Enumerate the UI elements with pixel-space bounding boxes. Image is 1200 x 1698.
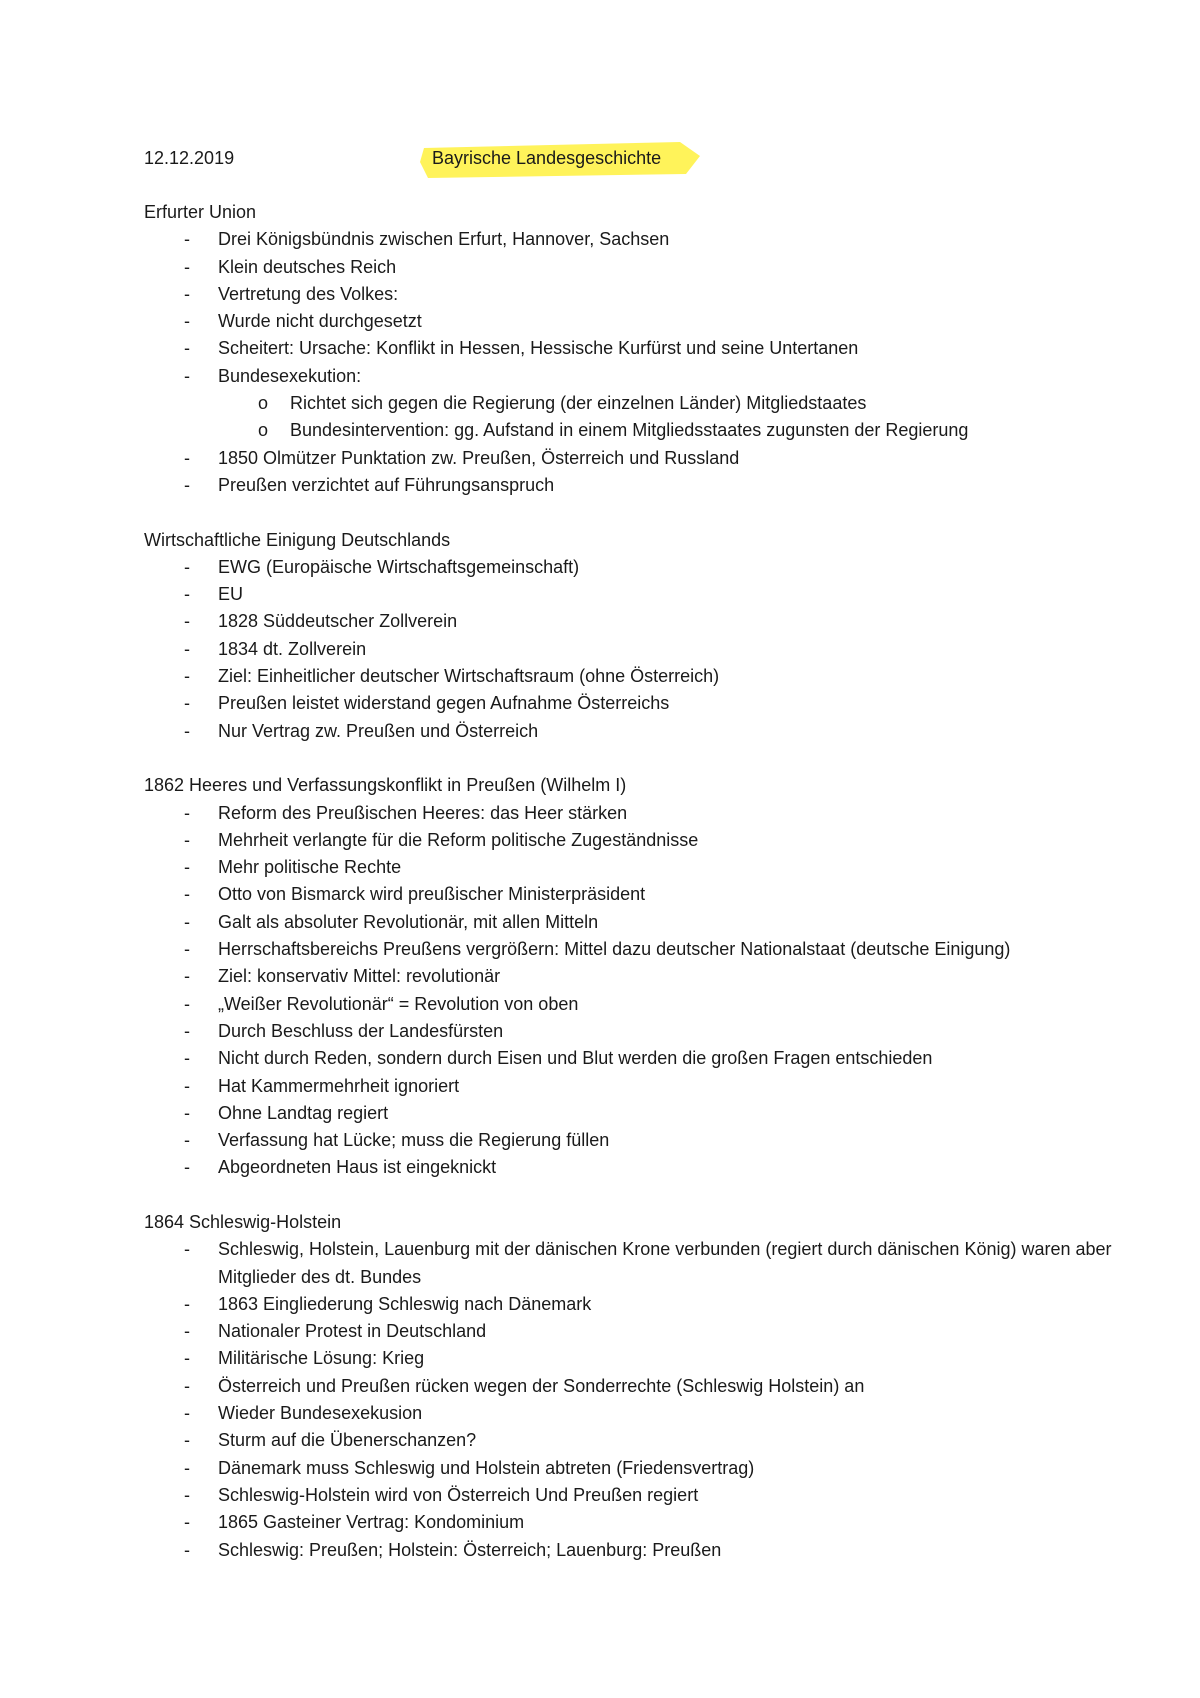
- list-item-text: Schleswig, Holstein, Lauenburg mit der dänischen Krone verbunden (regiert durch dänischen König) waren aber Mitglieder des dt. Bundes: [218, 1239, 1112, 1287]
- list-item-text: Galt als absoluter Revolutionär, mit allen Mitteln: [218, 911, 599, 932]
- list-item-text: „Weißer Revolutionär“ = Revolution von oben: [218, 993, 579, 1014]
- list-item: [144, 1236, 1144, 1291]
- list-item-text: 1863 Eingliederung Schleswig nach Dänemark: [218, 1293, 592, 1314]
- section-heading: Erfurter Union: [144, 202, 257, 222]
- dash-bullet: -: [184, 447, 190, 468]
- dash-bullet: -: [184, 611, 190, 632]
- sub-list-item-text: Richtet sich gegen die Regierung (der einzelnen Länder) Mitgliedstaates: [290, 393, 867, 414]
- list-item: [144, 1537, 1144, 1564]
- dash-bullet: -: [184, 1157, 190, 1178]
- paragraph-gap: [144, 1182, 1144, 1209]
- list-item: [144, 854, 1144, 881]
- circle-bullet: o: [258, 420, 269, 441]
- dash-bullet: -: [184, 1375, 190, 1396]
- list-item-text: Dänemark muss Schleswig und Holstein abtreten (Friedensvertrag): [218, 1457, 755, 1478]
- list-item: [144, 1373, 1144, 1400]
- paragraph-gap: [144, 745, 1144, 772]
- list-item: [144, 581, 1144, 608]
- list-item-text: Schleswig-Holstein wird von Österreich Und Preußen regiert: [218, 1484, 699, 1505]
- dash-bullet: -: [184, 1539, 190, 1560]
- dash-bullet: -: [184, 1512, 190, 1533]
- list-item: [144, 909, 1144, 936]
- list-item-text: Sturm auf die Übenerschanzen?: [218, 1430, 477, 1451]
- sub-list-item: [144, 417, 1144, 444]
- list-item-text: Mehr politische Rechte: [218, 857, 402, 878]
- dash-bullet: -: [184, 1457, 190, 1478]
- dash-bullet: -: [184, 1348, 190, 1369]
- list-item-text: Nationaler Protest in Deutschland: [218, 1321, 487, 1342]
- section-heading: Wirtschaftliche Einigung Deutschlands: [144, 529, 451, 550]
- list-item-text: Vertretung des Volkes:: [218, 283, 399, 304]
- list-item: [144, 1291, 1144, 1318]
- list-item-text: Preußen leistet widerstand gegen Aufnahme Österreichs: [218, 693, 670, 714]
- list-item-text: Durch Beschluss der Landesfürsten: [218, 1020, 504, 1041]
- notes-content: [144, 199, 1144, 1564]
- document-title: Bayrische Landesgeschichte: [432, 148, 662, 168]
- list-item-text: 1834 dt. Zollverein: [218, 638, 367, 659]
- list-item: [144, 1482, 1144, 1509]
- list-item: [144, 1100, 1144, 1127]
- list-item-text: Wurde nicht durchgesetzt: [218, 311, 422, 332]
- dash-bullet: -: [184, 1403, 190, 1424]
- list-item: [144, 690, 1144, 717]
- list-item-text: Hat Kammermehrheit ignoriert: [218, 1075, 460, 1096]
- list-item: [144, 254, 1144, 281]
- dash-bullet: -: [184, 1321, 190, 1342]
- list-item: [144, 472, 1144, 499]
- dash-bullet: -: [184, 1102, 190, 1123]
- paragraph-gap: [144, 499, 1144, 526]
- list-item-text: Preußen verzichtet auf Führungsanspruch: [218, 474, 555, 495]
- section-wirtschaftliche-einigung: [144, 527, 1144, 745]
- list-item: [144, 281, 1144, 308]
- dash-bullet: -: [184, 911, 190, 932]
- list-item: [144, 636, 1144, 663]
- list-item: [144, 363, 1144, 390]
- list-item: [144, 1045, 1144, 1072]
- dash-bullet: -: [184, 283, 190, 304]
- section-heereskonflikt: [144, 772, 1144, 1181]
- list-item-text: Herrschaftsbereichs Preußens vergrößern: Mittel dazu deutscher Nationalstaat (deutsche Einigung): [218, 939, 1011, 960]
- section-erfurter-union: [144, 199, 1144, 499]
- list-item: [144, 1073, 1144, 1100]
- list-item-text: Ziel: Einheitlicher deutscher Wirtschaftsraum (ohne Österreich): [218, 666, 720, 687]
- dash-bullet: -: [184, 1239, 190, 1260]
- list-item: [144, 226, 1144, 253]
- list-item-text: Klein deutsches Reich: [218, 256, 397, 277]
- document-date: 12.12.2019: [144, 148, 235, 168]
- list-item-text: Nur Vertrag zw. Preußen und Österreich: [218, 720, 539, 741]
- list-item-text: Reform des Preußischen Heeres: das Heer stärken: [218, 802, 628, 823]
- dash-bullet: -: [184, 556, 190, 577]
- dash-bullet: -: [184, 1048, 190, 1069]
- list-item-text: EU: [218, 584, 244, 605]
- dash-bullet: -: [184, 1430, 190, 1451]
- dash-bullet: -: [184, 1130, 190, 1151]
- dash-bullet: -: [184, 993, 190, 1014]
- list-item: [144, 663, 1144, 690]
- dash-bullet: -: [184, 338, 190, 359]
- dash-bullet: -: [184, 966, 190, 987]
- list-item-text: Ziel: konservativ Mittel: revolutionär: [218, 966, 501, 987]
- dash-bullet: -: [184, 638, 190, 659]
- dash-bullet: -: [184, 666, 190, 687]
- dash-bullet: -: [184, 1020, 190, 1041]
- dash-bullet: -: [184, 857, 190, 878]
- circle-bullet: o: [258, 393, 269, 414]
- dash-bullet: -: [184, 365, 190, 386]
- list-item-text: Scheitert: Ursache: Konflikt in Hessen, Hessische Kurfürst und seine Untertanen: [218, 338, 859, 359]
- dash-bullet: -: [184, 474, 190, 495]
- section-heading: 1864 Schleswig-Holstein: [144, 1211, 342, 1232]
- dash-bullet: -: [184, 229, 190, 250]
- list-item: [144, 1018, 1144, 1045]
- dash-bullet: -: [184, 802, 190, 823]
- list-item-text: Österreich und Preußen rücken wegen der Sonderrechte (Schleswig Holstein) an: [218, 1375, 865, 1396]
- dash-bullet: -: [184, 884, 190, 905]
- list-item: [144, 991, 1144, 1018]
- dash-bullet: -: [184, 311, 190, 332]
- list-item: [144, 827, 1144, 854]
- list-item: [144, 1345, 1144, 1372]
- list-item-text: Verfassung hat Lücke; muss die Regierung füllen: [218, 1130, 610, 1151]
- dash-bullet: -: [184, 939, 190, 960]
- dash-bullet: -: [184, 256, 190, 277]
- dash-bullet: -: [184, 693, 190, 714]
- list-item: [144, 1455, 1144, 1482]
- list-item-text: Schleswig: Preußen; Holstein: Österreich; Lauenburg: Preußen: [218, 1539, 722, 1560]
- list-item-text: Drei Königsbündnis zwischen Erfurt, Hannover, Sachsen: [218, 229, 670, 250]
- list-item: [144, 881, 1144, 908]
- list-item: [144, 1427, 1144, 1454]
- list-item-text: Otto von Bismarck wird preußischer Ministerpräsident: [218, 884, 646, 905]
- list-item: [144, 308, 1144, 335]
- sub-list-item-text: Bundesintervention: gg. Aufstand in einem Mitgliedsstaates zugunsten der Regierung: [290, 420, 969, 441]
- list-item: [144, 718, 1144, 745]
- list-item: [144, 1400, 1144, 1427]
- section-heading: 1862 Heeres und Verfassungskonflikt in Preußen (Wilhelm I): [144, 775, 627, 796]
- list-item-text: EWG (Europäische Wirtschaftsgemeinschaft): [218, 556, 580, 577]
- list-item: [144, 1318, 1144, 1345]
- list-item: [144, 1154, 1144, 1181]
- list-item-text: Ohne Landtag regiert: [218, 1102, 389, 1123]
- dash-bullet: -: [184, 720, 190, 741]
- list-item-text: 1865 Gasteiner Vertrag: Kondominium: [218, 1512, 525, 1533]
- list-item: [144, 445, 1144, 472]
- list-item: [144, 554, 1144, 581]
- document-header: [0, 144, 1200, 172]
- sub-list-item: [144, 390, 1144, 417]
- list-item-text: Bundesexekution:: [218, 365, 362, 386]
- list-item-text: Mehrheit verlangte für die Reform politische Zugeständnisse: [218, 829, 699, 850]
- list-item-text: Militärische Lösung: Krieg: [218, 1348, 425, 1369]
- list-item: [144, 800, 1144, 827]
- list-item-text: 1828 Süddeutscher Zollverein: [218, 611, 458, 632]
- list-item-text: 1850 Olmützer Punktation zw. Preußen, Österreich und Russland: [218, 447, 740, 468]
- list-item-text: Nicht durch Reden, sondern durch Eisen und Blut werden die großen Fragen entschieden: [218, 1048, 933, 1069]
- section-schleswig-holstein: [144, 1209, 1144, 1564]
- list-item: [144, 963, 1144, 990]
- dash-bullet: -: [184, 1484, 190, 1505]
- list-item: [144, 936, 1144, 963]
- dash-bullet: -: [184, 1293, 190, 1314]
- dash-bullet: -: [184, 1075, 190, 1096]
- list-item: [144, 335, 1144, 362]
- dash-bullet: -: [184, 584, 190, 605]
- list-item-text: Wieder Bundesexekusion: [218, 1403, 423, 1424]
- list-item: [144, 608, 1144, 635]
- list-item: [144, 1127, 1144, 1154]
- list-item-text: Abgeordneten Haus ist eingeknickt: [218, 1157, 497, 1178]
- dash-bullet: -: [184, 829, 190, 850]
- list-item: [144, 1509, 1144, 1536]
